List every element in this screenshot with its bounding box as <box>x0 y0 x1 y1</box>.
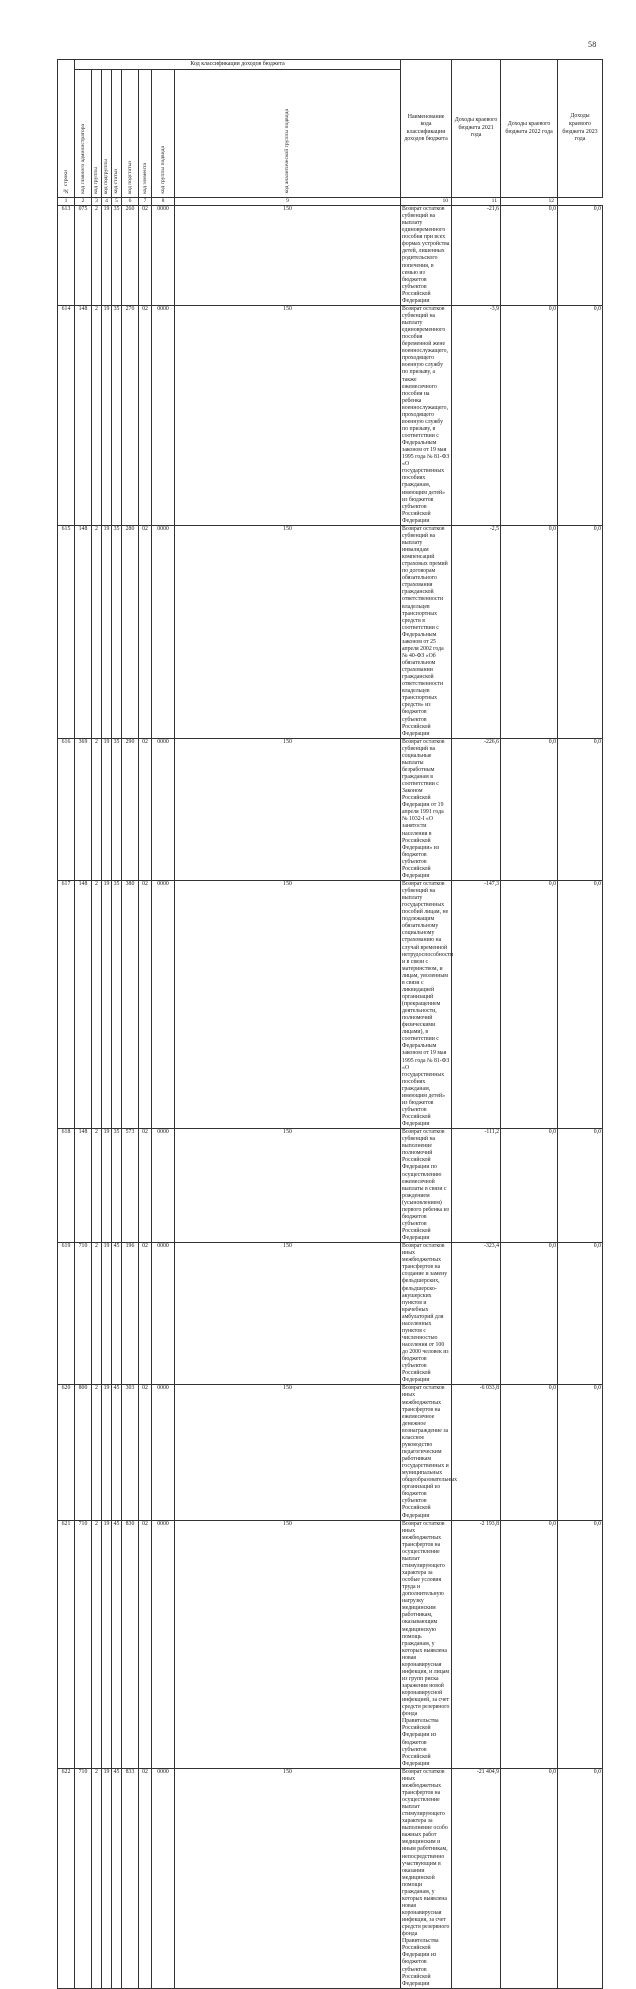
table-row <box>58 880 603 1128</box>
column-number: 4 <box>102 198 112 206</box>
code-article-cell: 35 <box>112 880 122 1128</box>
code-analytic-group-cell: 150 <box>175 1243 401 1385</box>
code-subgroup-cell: 19 <box>102 880 112 1128</box>
code-analytic-group-cell: 150 <box>175 738 401 880</box>
table-row <box>58 1129 603 1243</box>
income-name-cell: Возврат остатков субвенций на выплату единовременного пособия при всех формах устройства детей, лишенных родительского попечения, в семью из бюджетов субъектов Российской Федерации <box>401 206 452 306</box>
value-2021-cell: -323,4 <box>452 1243 501 1385</box>
value-2021-cell: -2 193,8 <box>452 1520 501 1768</box>
value-2022-cell: 0,0 <box>501 1129 558 1243</box>
year-2022-header: Доходы краевого бюджета 2022 года <box>501 60 558 198</box>
table-row <box>58 738 603 880</box>
code-subtype-group-cell: 0000 <box>152 1768 175 1988</box>
column-number: 7 <box>139 198 152 206</box>
table-row <box>58 525 603 738</box>
value-2021-cell: -6 033,8 <box>452 1385 501 1520</box>
code-subgroup-cell: 19 <box>102 1385 112 1520</box>
code-subtype-group-cell: 0000 <box>152 305 175 525</box>
code-admin-cell: 710 <box>75 1520 92 1768</box>
column-number: 2 <box>75 198 92 206</box>
code-group-cell: 2 <box>92 1243 102 1385</box>
row-number-cell: 619 <box>58 1243 75 1385</box>
code-group-cell: 2 <box>92 1520 102 1768</box>
value-2023-cell: 0,0 <box>558 1385 603 1520</box>
code-subarticle-cell: 830 <box>122 1520 139 1768</box>
value-2021-cell: -21,6 <box>452 206 501 306</box>
code-subtype-group-cell: 0000 <box>152 525 175 738</box>
value-2022-cell: 0,0 <box>501 525 558 738</box>
code-article-header: код статьи <box>112 70 122 198</box>
table-row <box>58 206 603 306</box>
code-element-header: код элемента <box>139 70 152 198</box>
value-2021-cell: -2,5 <box>452 525 501 738</box>
table-row <box>58 1385 603 1520</box>
income-name-cell: Возврат остатков субвенций на выполнение полномочий Российской Федерации по осуществлению ежемесячной выплаты в связи с рождением (усыновлением) первого ребенка из бюджетов субъектов Российской Федерации <box>401 1129 452 1243</box>
year-2023-header: Доходы краевого бюджета 2023 года <box>558 60 603 198</box>
code-admin-cell: 148 <box>75 525 92 738</box>
code-subtype-group-cell: 0000 <box>152 1243 175 1385</box>
table-row <box>58 305 603 525</box>
code-subarticle-cell: 573 <box>122 1129 139 1243</box>
code-admin-header: код главного администратора <box>75 70 92 198</box>
row-number-header: № строки <box>58 60 75 198</box>
value-2023-cell: 0,0 <box>558 525 603 738</box>
value-2022-cell: 0,0 <box>501 206 558 306</box>
table-row <box>58 1243 603 1385</box>
value-2023-cell: 0,0 <box>558 305 603 525</box>
value-2022-cell: 0,0 <box>501 738 558 880</box>
value-2023-cell: 0,0 <box>558 1768 603 1988</box>
table-row <box>58 1520 603 1768</box>
code-subgroup-cell: 19 <box>102 206 112 306</box>
value-2022-cell: 0,0 <box>501 1768 558 1988</box>
code-subarticle-cell: 380 <box>122 880 139 1128</box>
code-subtype-group-cell: 0000 <box>152 880 175 1128</box>
code-article-cell: 35 <box>112 738 122 880</box>
code-subtype-group-cell: 0000 <box>152 206 175 306</box>
code-element-cell: 02 <box>139 1243 152 1385</box>
code-article-cell: 45 <box>112 1385 122 1520</box>
column-number: 10 <box>401 198 452 206</box>
code-subgroup-cell: 19 <box>102 738 112 880</box>
code-subarticle-cell: 270 <box>122 305 139 525</box>
row-number-cell: 621 <box>58 1520 75 1768</box>
budget-revenue-table <box>57 59 603 1989</box>
row-number-cell: 613 <box>58 206 75 306</box>
code-group-cell: 2 <box>92 1768 102 1988</box>
code-subarticle-cell: 833 <box>122 1768 139 1988</box>
code-group-cell: 2 <box>92 206 102 306</box>
table-row <box>58 1768 603 1988</box>
code-article-cell: 45 <box>112 1768 122 1988</box>
code-subarticle-cell: 260 <box>122 206 139 306</box>
code-analytic-group-cell: 150 <box>175 1520 401 1768</box>
code-group-cell: 2 <box>92 525 102 738</box>
code-article-cell: 45 <box>112 1243 122 1385</box>
code-subarticle-cell: 290 <box>122 738 139 880</box>
column-number: 3 <box>92 198 102 206</box>
column-number: 5 <box>112 198 122 206</box>
value-2022-cell: 0,0 <box>501 1243 558 1385</box>
value-2023-cell: 0,0 <box>558 1520 603 1768</box>
value-2022-cell: 0,0 <box>501 880 558 1128</box>
code-subtype-group-cell: 0000 <box>152 1520 175 1768</box>
code-subarticle-cell: 280 <box>122 525 139 738</box>
code-element-cell: 02 <box>139 1768 152 1988</box>
code-subgroup-cell: 19 <box>102 1243 112 1385</box>
code-subtype-group-cell: 0000 <box>152 738 175 880</box>
row-number-cell: 622 <box>58 1768 75 1988</box>
column-number: 9 <box>175 198 401 206</box>
row-number-cell: 620 <box>58 1385 75 1520</box>
value-2023-cell: 0,0 <box>558 738 603 880</box>
value-2021-cell: -111,2 <box>452 1129 501 1243</box>
code-analytic-group-cell: 150 <box>175 1768 401 1988</box>
value-2023-cell: 0,0 <box>558 1243 603 1385</box>
value-2021-cell: -226,6 <box>452 738 501 880</box>
code-classification-header: Код классификации доходов бюджета <box>75 60 401 70</box>
code-analytic-group-cell: 150 <box>175 305 401 525</box>
column-numbering-row <box>58 198 603 206</box>
code-admin-cell: 148 <box>75 880 92 1128</box>
code-subarticle-header: код подстатьи <box>122 70 139 198</box>
income-name-cell: Возврат остатков субвенций на выплату инвалидам компенсаций страховых премий по договорам обязательного страхования гражданской ответственности владельцев транспортных средств в соответствии с Федеральным законом от 25 апреля 2002 года № 40-ФЗ «Об обязательном страховании гражданской ответственности владельцев транспортных средств» из бюджетов субъектов Российской Федерации <box>401 525 452 738</box>
code-subgroup-cell: 19 <box>102 305 112 525</box>
code-subarticle-cell: 303 <box>122 1385 139 1520</box>
code-group-cell: 2 <box>92 738 102 880</box>
code-element-cell: 02 <box>139 880 152 1128</box>
income-name-cell: Возврат остатков субвенций на выплату государственных пособий лицам, не подлежащим обязательному социальному страхованию на случай временной нетрудоспособности и в связи с материнством, и лицам, уволенным в связи с ликвидацией организаций (прекращением деятельности, полномочий физическими лицами), в соответствии с Федеральным законом от 19 мая 1995 года № 81-ФЗ «О государственных пособиях гражданам, имеющим детей» из бюджетов субъектов Российской Федерации <box>402 880 454 1128</box>
income-name-cell: Возврат остатков иных межбюджетных трансфертов на ежемесячное денежное вознаграждение за классное руководство педагогическим работникам государственных и муниципальных общеобразовательных организаций из бюджетов субъектов Российской Федерации <box>402 1385 458 1519</box>
code-subgroup-cell: 19 <box>102 525 112 738</box>
code-analytic-group-cell: 150 <box>175 1129 401 1243</box>
income-name-cell: Возврат остатков иных межбюджетных трансфертов на создание и замену фельдшерских, фельдшерско-акушерских пунктов и врачебных амбулаторий для населенных пунктов с численностью населения от 100 до 2000 человек из бюджетов субъектов Российской Федерации <box>401 1243 452 1385</box>
code-article-cell: 35 <box>112 305 122 525</box>
value-2023-cell: 0,0 <box>558 880 603 1128</box>
code-analytic-group-header: код аналитической группы подвида <box>175 70 401 198</box>
value-2023-cell: 0,0 <box>558 1129 603 1243</box>
column-number: 6 <box>122 198 139 206</box>
year-2021-header: Доходы краевого бюджета 2021 года <box>452 60 501 198</box>
code-subarticle-cell: 196 <box>122 1243 139 1385</box>
code-group-cell: 2 <box>92 880 102 1128</box>
code-subtype-group-cell: 0000 <box>152 1129 175 1243</box>
row-number-cell: 614 <box>58 305 75 525</box>
code-element-cell: 02 <box>139 206 152 306</box>
code-admin-cell: 148 <box>75 305 92 525</box>
code-admin-cell: 369 <box>75 738 92 880</box>
row-number-cell: 615 <box>58 525 75 738</box>
income-name-cell: Возврат остатков субвенций на выплату единовременного пособия беременной жене военнослужащего, проходящего военную службу по призыву, а также ежемесячного пособия на ребенка военнослужащего, проходящего военную службу по призыву, в соответствии с Федеральным законом от 19 мая 1995 года № 81-ФЗ «О государственных пособиях гражданам, имеющим детей» из бюджетов субъектов Российской Федерации <box>401 305 452 525</box>
column-number: 12 <box>501 198 558 206</box>
code-subgroup-cell: 19 <box>102 1520 112 1768</box>
income-name-cell: Возврат остатков иных межбюджетных трансфертов на осуществление выплат стимулирующего характера за выполнение особо важных работ медицинским и иным работникам, непосредственно участвующим в оказании медицинской помощи гражданам, у которых выявлена новая коронавирусная инфекция, за счет средств резервного фонда Правительства Российской Федерации из бюджетов субъектов Российской Федерации <box>401 1768 452 1988</box>
code-admin-cell: 800 <box>75 1385 92 1520</box>
code-article-cell: 35 <box>112 525 122 738</box>
code-article-cell: 35 <box>112 206 122 306</box>
code-group-cell: 2 <box>92 1385 102 1520</box>
income-name-cell: Возврат остатков субвенций на социальные выплаты безработным гражданам в соответствии с Законом Российской Федерации от 19 апреля 1991 года № 1032-I «О занятости населения в Российской Федерации» из бюджетов субъектов Российской Федерации <box>401 738 452 880</box>
column-number: 1 <box>58 198 75 206</box>
row-number-cell: 618 <box>58 1129 75 1243</box>
value-2021-cell: -147,3 <box>452 880 501 1128</box>
code-element-cell: 02 <box>139 1129 152 1243</box>
code-admin-cell: 075 <box>75 206 92 306</box>
value-2022-cell: 0,0 <box>501 1520 558 1768</box>
code-analytic-group-cell: 150 <box>175 206 401 306</box>
code-group-cell: 2 <box>92 1129 102 1243</box>
page-number: 58 <box>588 40 597 49</box>
code-admin-cell: 710 <box>75 1243 92 1385</box>
code-group-cell: 2 <box>92 305 102 525</box>
code-analytic-group-cell: 150 <box>175 880 401 1128</box>
code-element-cell: 02 <box>139 1385 152 1520</box>
code-article-cell: 35 <box>112 1129 122 1243</box>
code-admin-cell: 148 <box>75 1129 92 1243</box>
code-analytic-group-cell: 150 <box>175 525 401 738</box>
row-number-cell: 616 <box>58 738 75 880</box>
code-subtype-group-header: код группы подвида <box>152 70 175 198</box>
code-subtype-group-cell: 0000 <box>152 1385 175 1520</box>
column-number: 8 <box>152 198 175 206</box>
code-element-cell: 02 <box>139 738 152 880</box>
value-2021-cell: -3,9 <box>452 305 501 525</box>
row-number-cell: 617 <box>58 880 75 1128</box>
code-admin-cell: 710 <box>75 1768 92 1988</box>
code-element-cell: 02 <box>139 305 152 525</box>
value-2022-cell: 0,0 <box>501 305 558 525</box>
code-group-header: код группы <box>92 70 102 198</box>
code-article-cell: 45 <box>112 1520 122 1768</box>
code-subgroup-header: код подгруппы <box>102 70 112 198</box>
code-element-cell: 02 <box>139 1520 152 1768</box>
name-header: Наименование кода классификации доходов бюджета <box>401 60 452 198</box>
column-number: 11 <box>452 198 501 206</box>
code-subgroup-cell: 19 <box>102 1768 112 1988</box>
value-2023-cell: 0,0 <box>558 206 603 306</box>
code-analytic-group-cell: 150 <box>175 1385 401 1520</box>
value-2022-cell: 0,0 <box>501 1385 558 1520</box>
code-element-cell: 02 <box>139 525 152 738</box>
income-name-cell: Возврат остатков иных межбюджетных трансфертов на осуществление выплат стимулирующего характера за особые условия труда и дополнительную нагрузку медицинским работникам, оказывающим медицинскую помощь гражданам, у которых выявлена новая коронавирусная инфекция, и лицам из групп риска заражения новой коронавирусной инфекцией, за счет средств резервного фонда Правительства Российской Федерации из бюджетов субъектов Российской Федерации <box>401 1520 452 1768</box>
value-2021-cell: -21 404,9 <box>452 1768 501 1988</box>
code-subgroup-cell: 19 <box>102 1129 112 1243</box>
